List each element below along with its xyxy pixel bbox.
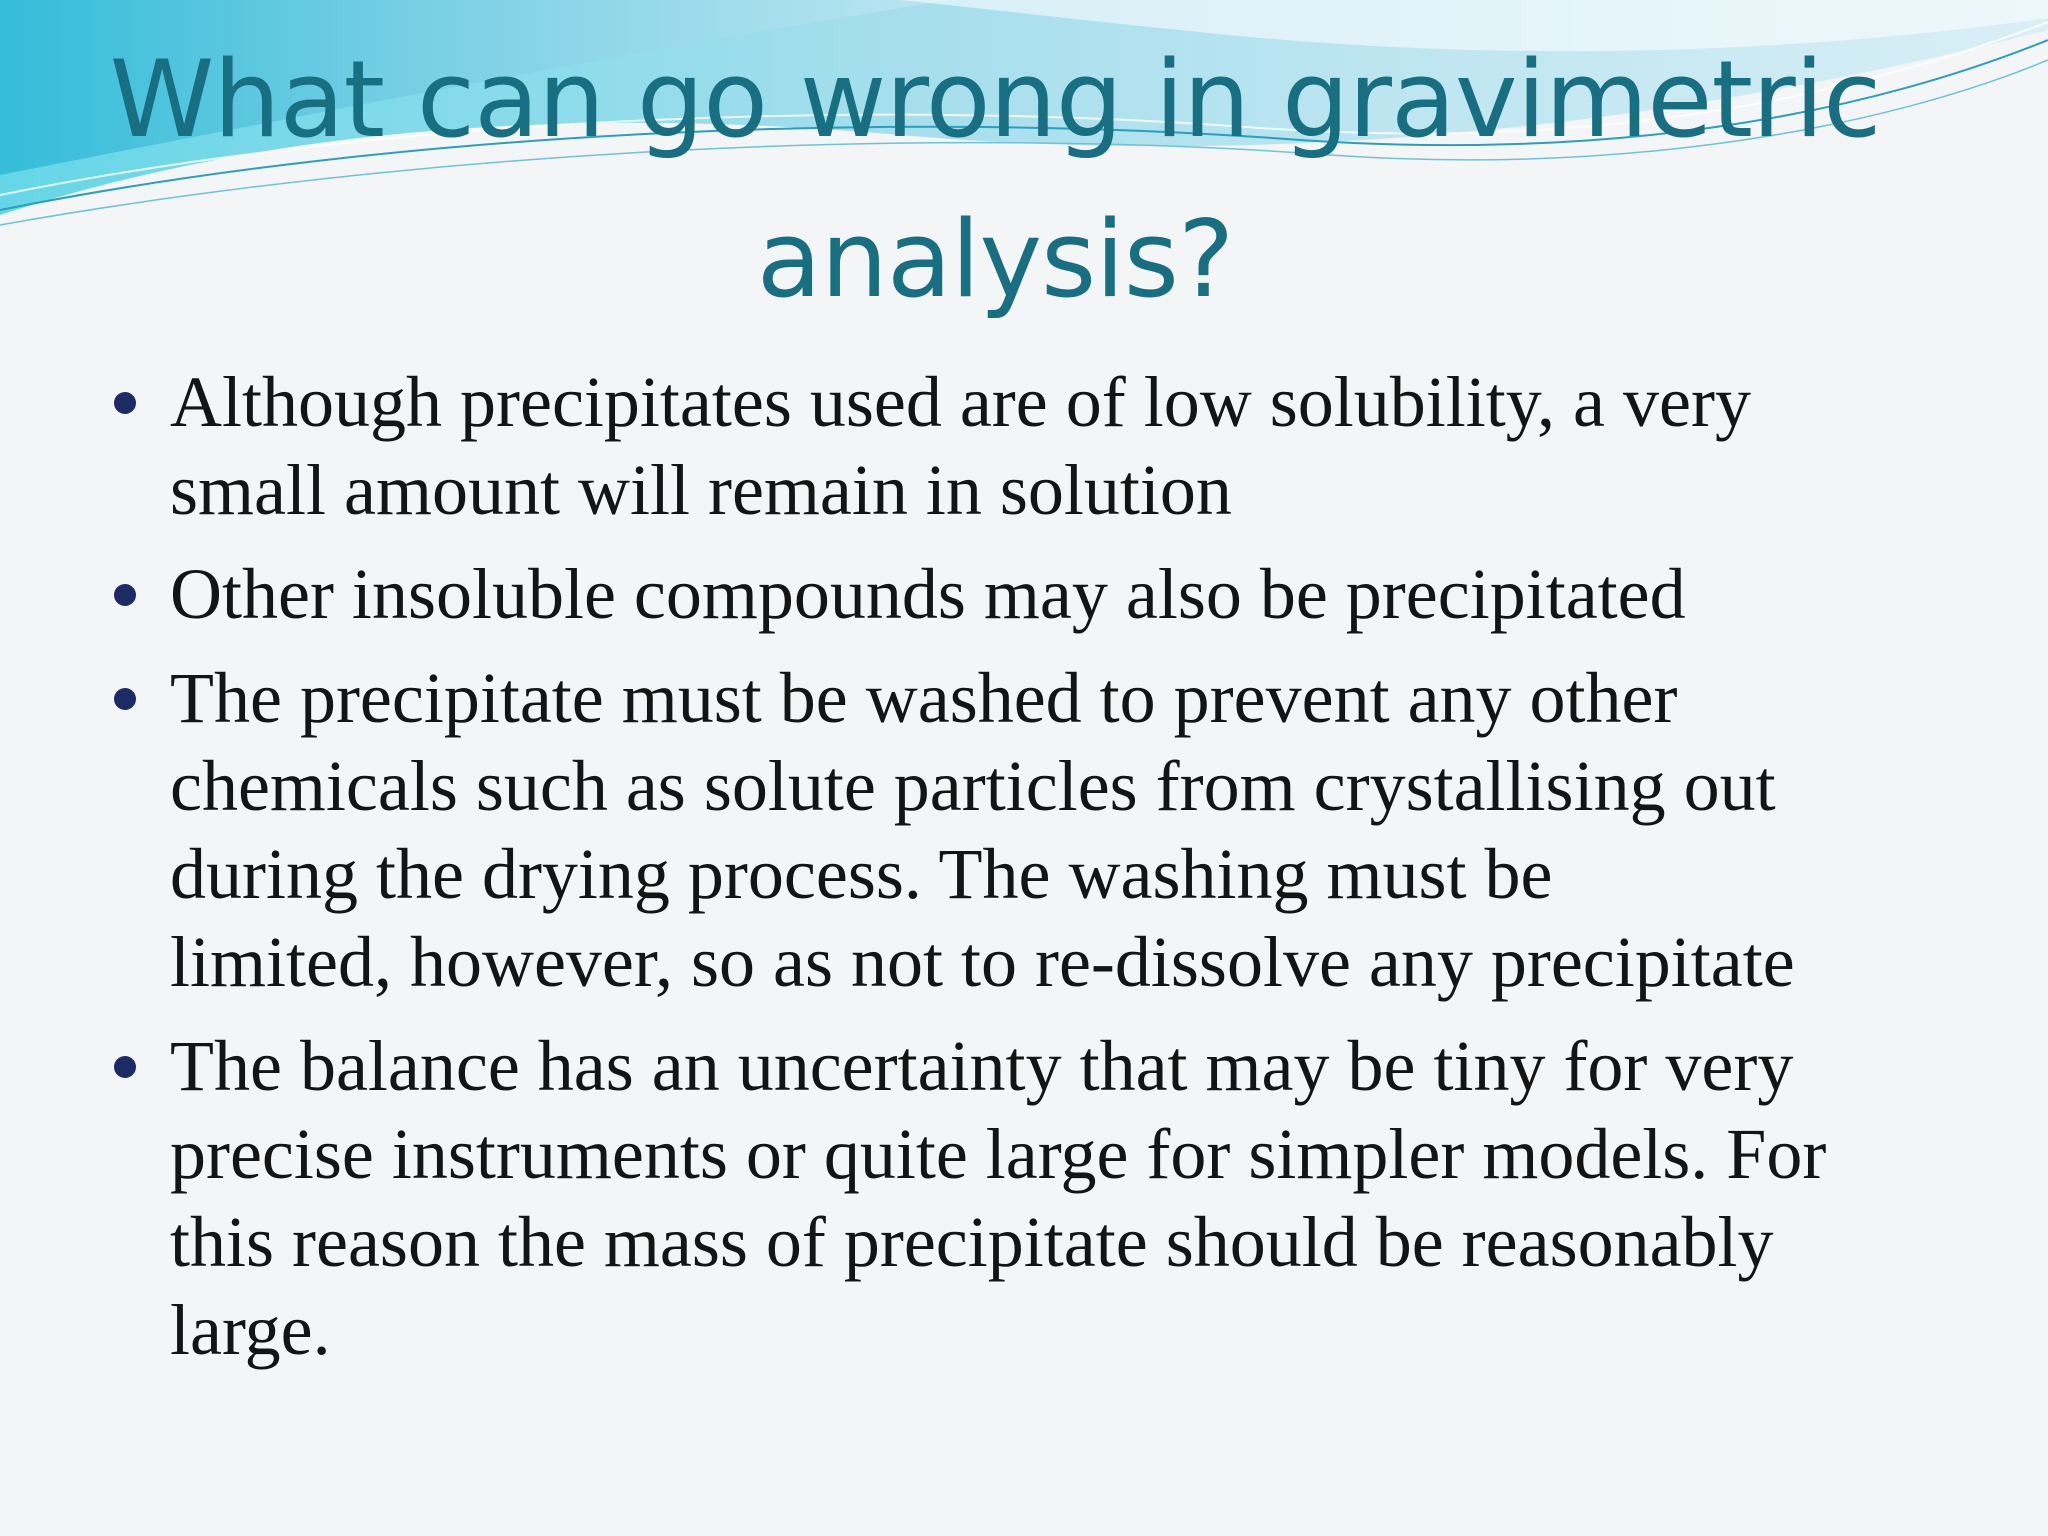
bullet-line: The balance has an uncertainty that may be tiny for very: [170, 1026, 1794, 1106]
bullet-line: Although precipitates used are of low solubility, a very: [170, 362, 1751, 442]
bullet-dot-icon: [114, 584, 136, 606]
bullet-item: [110, 654, 1920, 1006]
bullet-line: chemicals such as solute particles from crystallising out: [170, 746, 1776, 826]
bullet-item: [110, 1022, 1920, 1374]
bullet-dot-icon: [114, 392, 136, 414]
bullet-item: [110, 358, 1920, 534]
bullet-line: The precipitate must be washed to prevent any other: [170, 658, 1678, 738]
bullet-line: during the drying process. The washing must be: [170, 834, 1553, 914]
bullet-list: [110, 358, 1920, 1390]
slide-title-line-1: What can go wrong in gravimetric: [109, 38, 1881, 161]
bullet-line: large.: [170, 1290, 331, 1370]
bullet-item: [110, 550, 1920, 638]
bullet-dot-icon: [114, 688, 136, 710]
bullet-line: limited, however, so as not to re-dissolve any precipitate: [170, 922, 1795, 1002]
slide-title: [80, 20, 1910, 340]
bullet-line: this reason the mass of precipitate should be reasonably: [170, 1202, 1774, 1282]
bullet-dot-icon: [114, 1056, 136, 1078]
bullet-line: small amount will remain in solution: [170, 450, 1232, 530]
bullet-line: precise instruments or quite large for simpler models. For: [170, 1114, 1827, 1194]
bullet-line: Other insoluble compounds may also be precipitated: [170, 554, 1686, 634]
slide-title-line-2: analysis?: [756, 198, 1234, 321]
